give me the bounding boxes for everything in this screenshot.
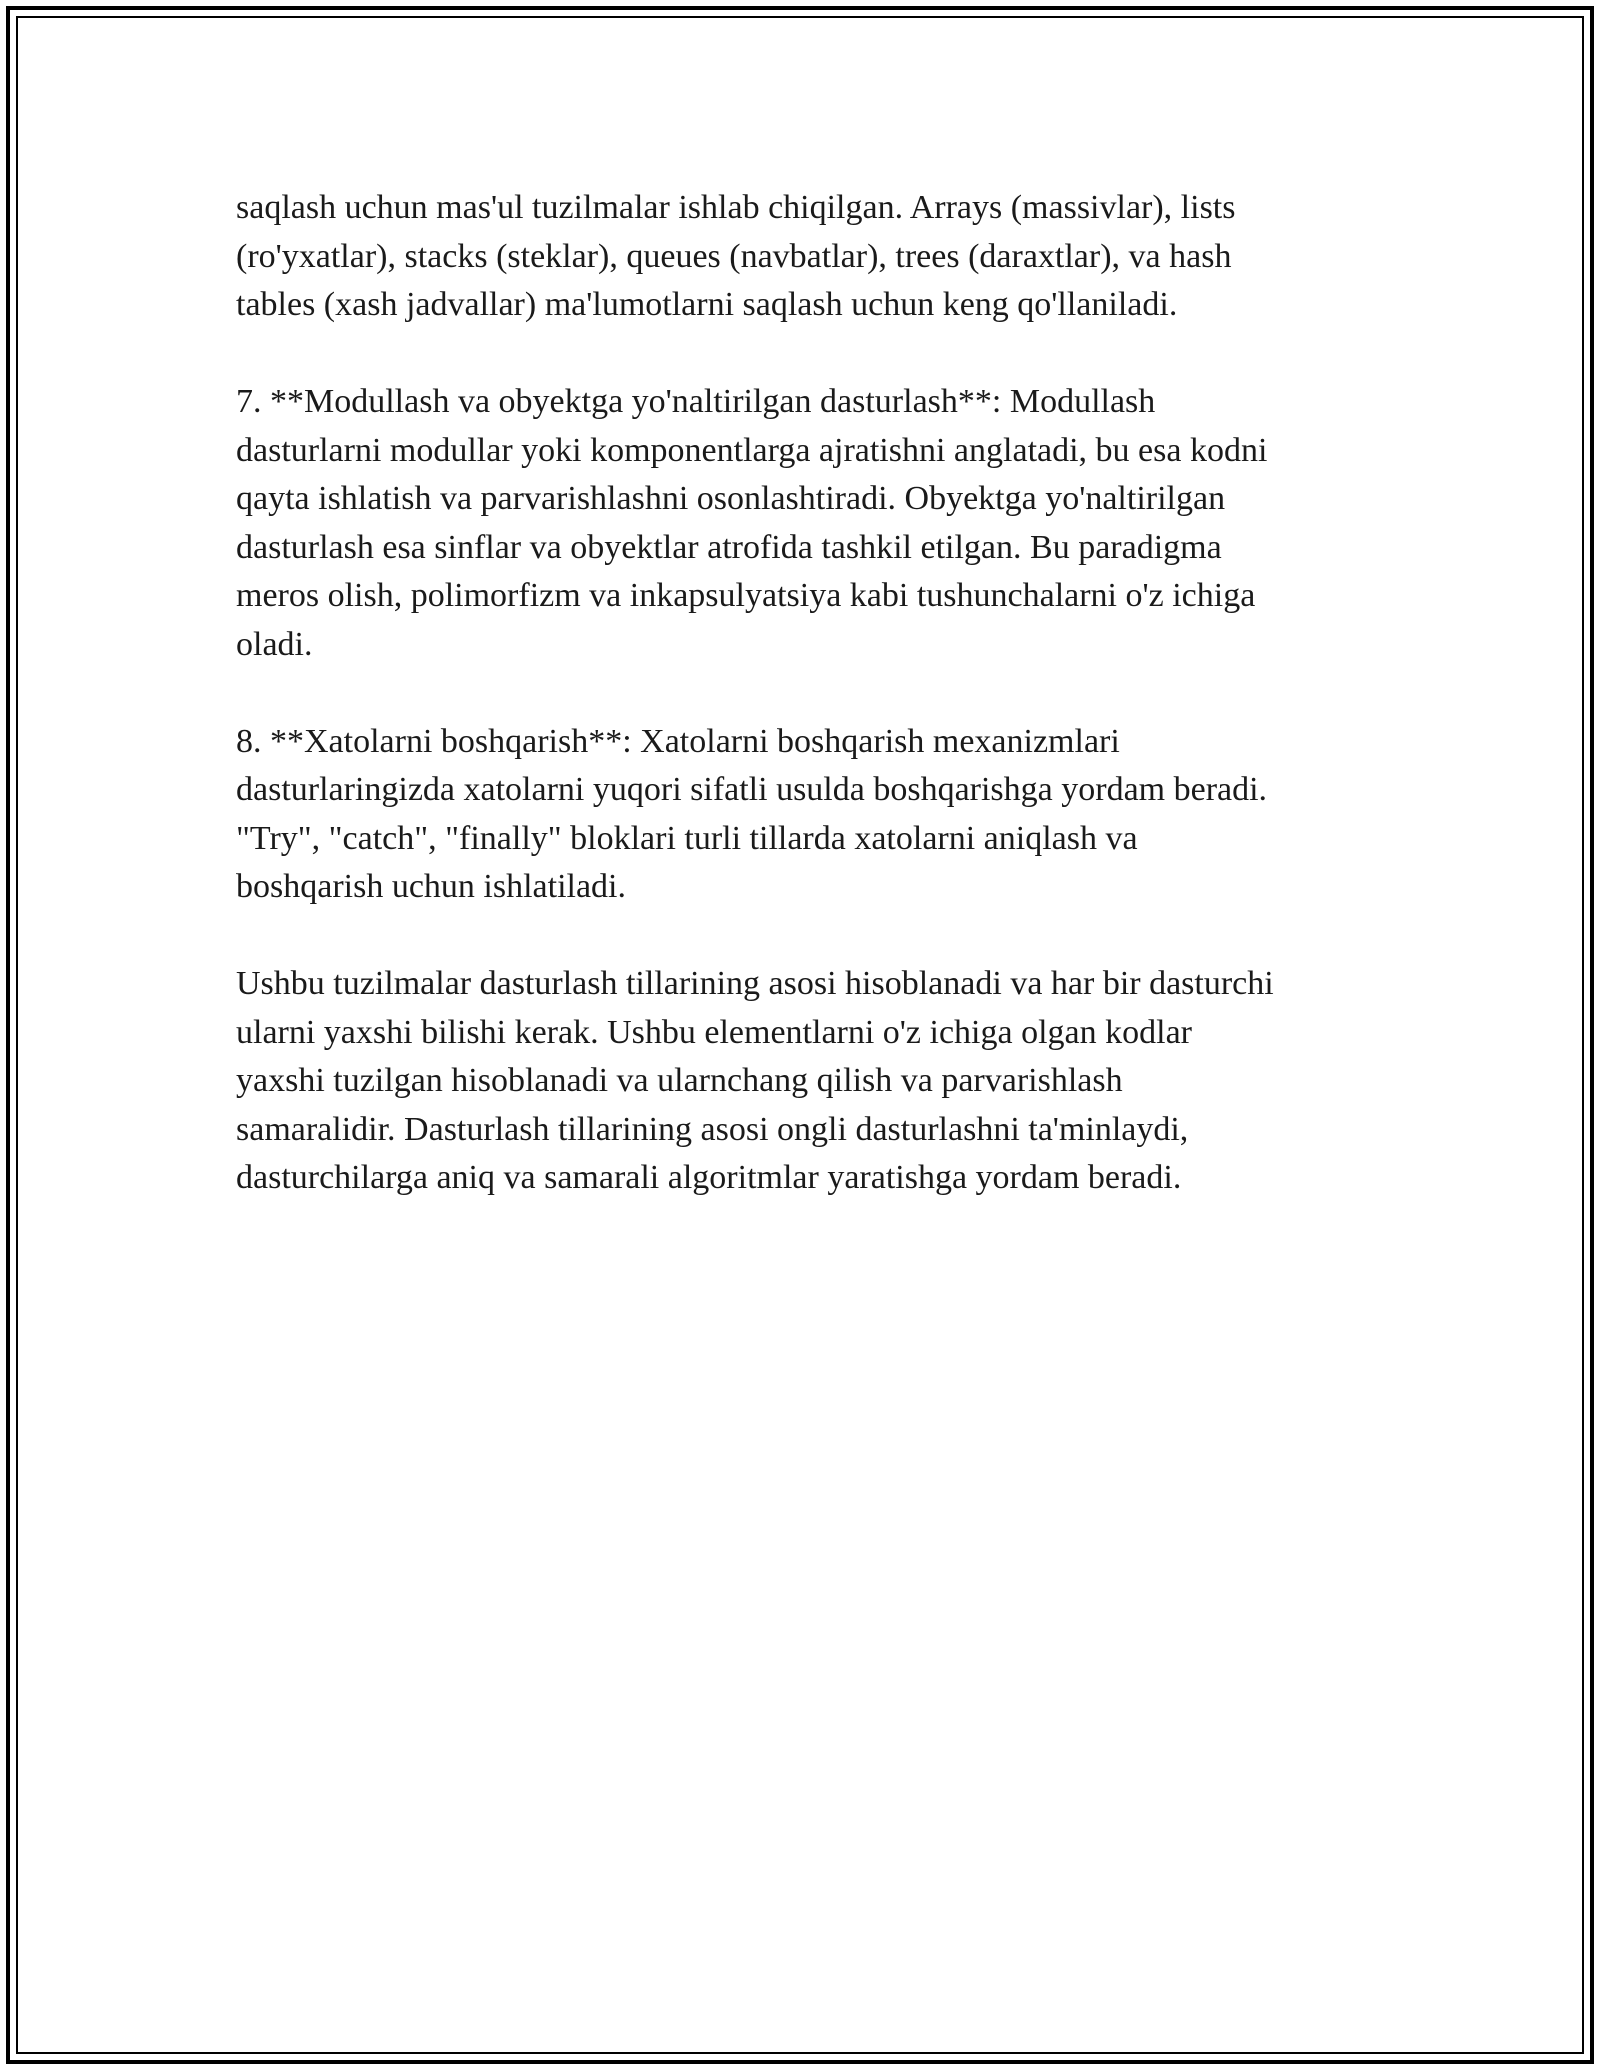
text-line: ularni yaxshi bilishi kerak. Ushbu elementlarni o'z ichiga olgan kodlar xyxy=(236,1013,1192,1051)
text-line: oladi. xyxy=(236,625,313,663)
text-line: boshqarish uchun ishlatiladi. xyxy=(236,868,627,905)
paragraph-modularity xyxy=(236,378,1376,669)
text-line: 8. **Xatolarni boshqarish**: Xatolarni boshqarish mexanizmlari xyxy=(236,722,1120,760)
text-line: (ro'yxatlar), stacks (steklar), queues (navbatlar), trees (daraxtlar), va hash xyxy=(236,237,1232,275)
text-line: tables (xash jadvallar) ma'lumotlarni saqlash uchun keng qo'llaniladi. xyxy=(236,286,1178,323)
text-line: dasturchilarga aniq va samarali algoritmlar yaratishga yordam beradi. xyxy=(236,1159,1182,1196)
text-line: 7. **Modullash va obyektga yo'naltirilgan dasturlash**: Modullash xyxy=(236,383,1156,420)
text-line: qayta ishlatish va parvarishlashni osonlashtiradi. Obyektga yo'naltirilgan xyxy=(236,480,1226,517)
text-line: dasturlaringizda xatolarni yuqori sifatli usulda boshqarishga yordam beradi. xyxy=(236,771,1268,808)
text-line: yaxshi tuzilgan hisoblanadi va ularnchang qilish va parvarishlash xyxy=(236,1062,1123,1099)
text-line: samaralidir. Dasturlash tillarining asosi ongli dasturlashni ta'minlaydi, xyxy=(236,1110,1189,1148)
paragraph-data-structures xyxy=(236,184,1376,330)
text-line: dasturlash esa sinflar va obyektlar atrofida tashkil etilgan. Bu paradigma xyxy=(236,528,1222,566)
paragraph-error-handling xyxy=(236,718,1376,912)
text-line: "Try", "catch", "finally" bloklari turli tillarda xatolarni aniqlash va xyxy=(236,819,1138,857)
text-line: Ushbu tuzilmalar dasturlash tillarining asosi hisoblanadi va har bir dasturchi xyxy=(236,965,1274,1002)
paragraph-conclusion xyxy=(236,960,1376,1203)
text-line: saqlash uchun mas'ul tuzilmalar ishlab chiqilgan. Arrays (massivlar), lists xyxy=(236,189,1236,226)
text-line: meros olish, polimorfizm va inkapsulyatsiya kabi tushunchalarni o'z ichiga xyxy=(236,577,1256,614)
document-body xyxy=(236,184,1376,1251)
text-line: dasturlarni modullar yoki komponentlarga ajratishni anglatadi, bu esa kodni xyxy=(236,431,1268,469)
